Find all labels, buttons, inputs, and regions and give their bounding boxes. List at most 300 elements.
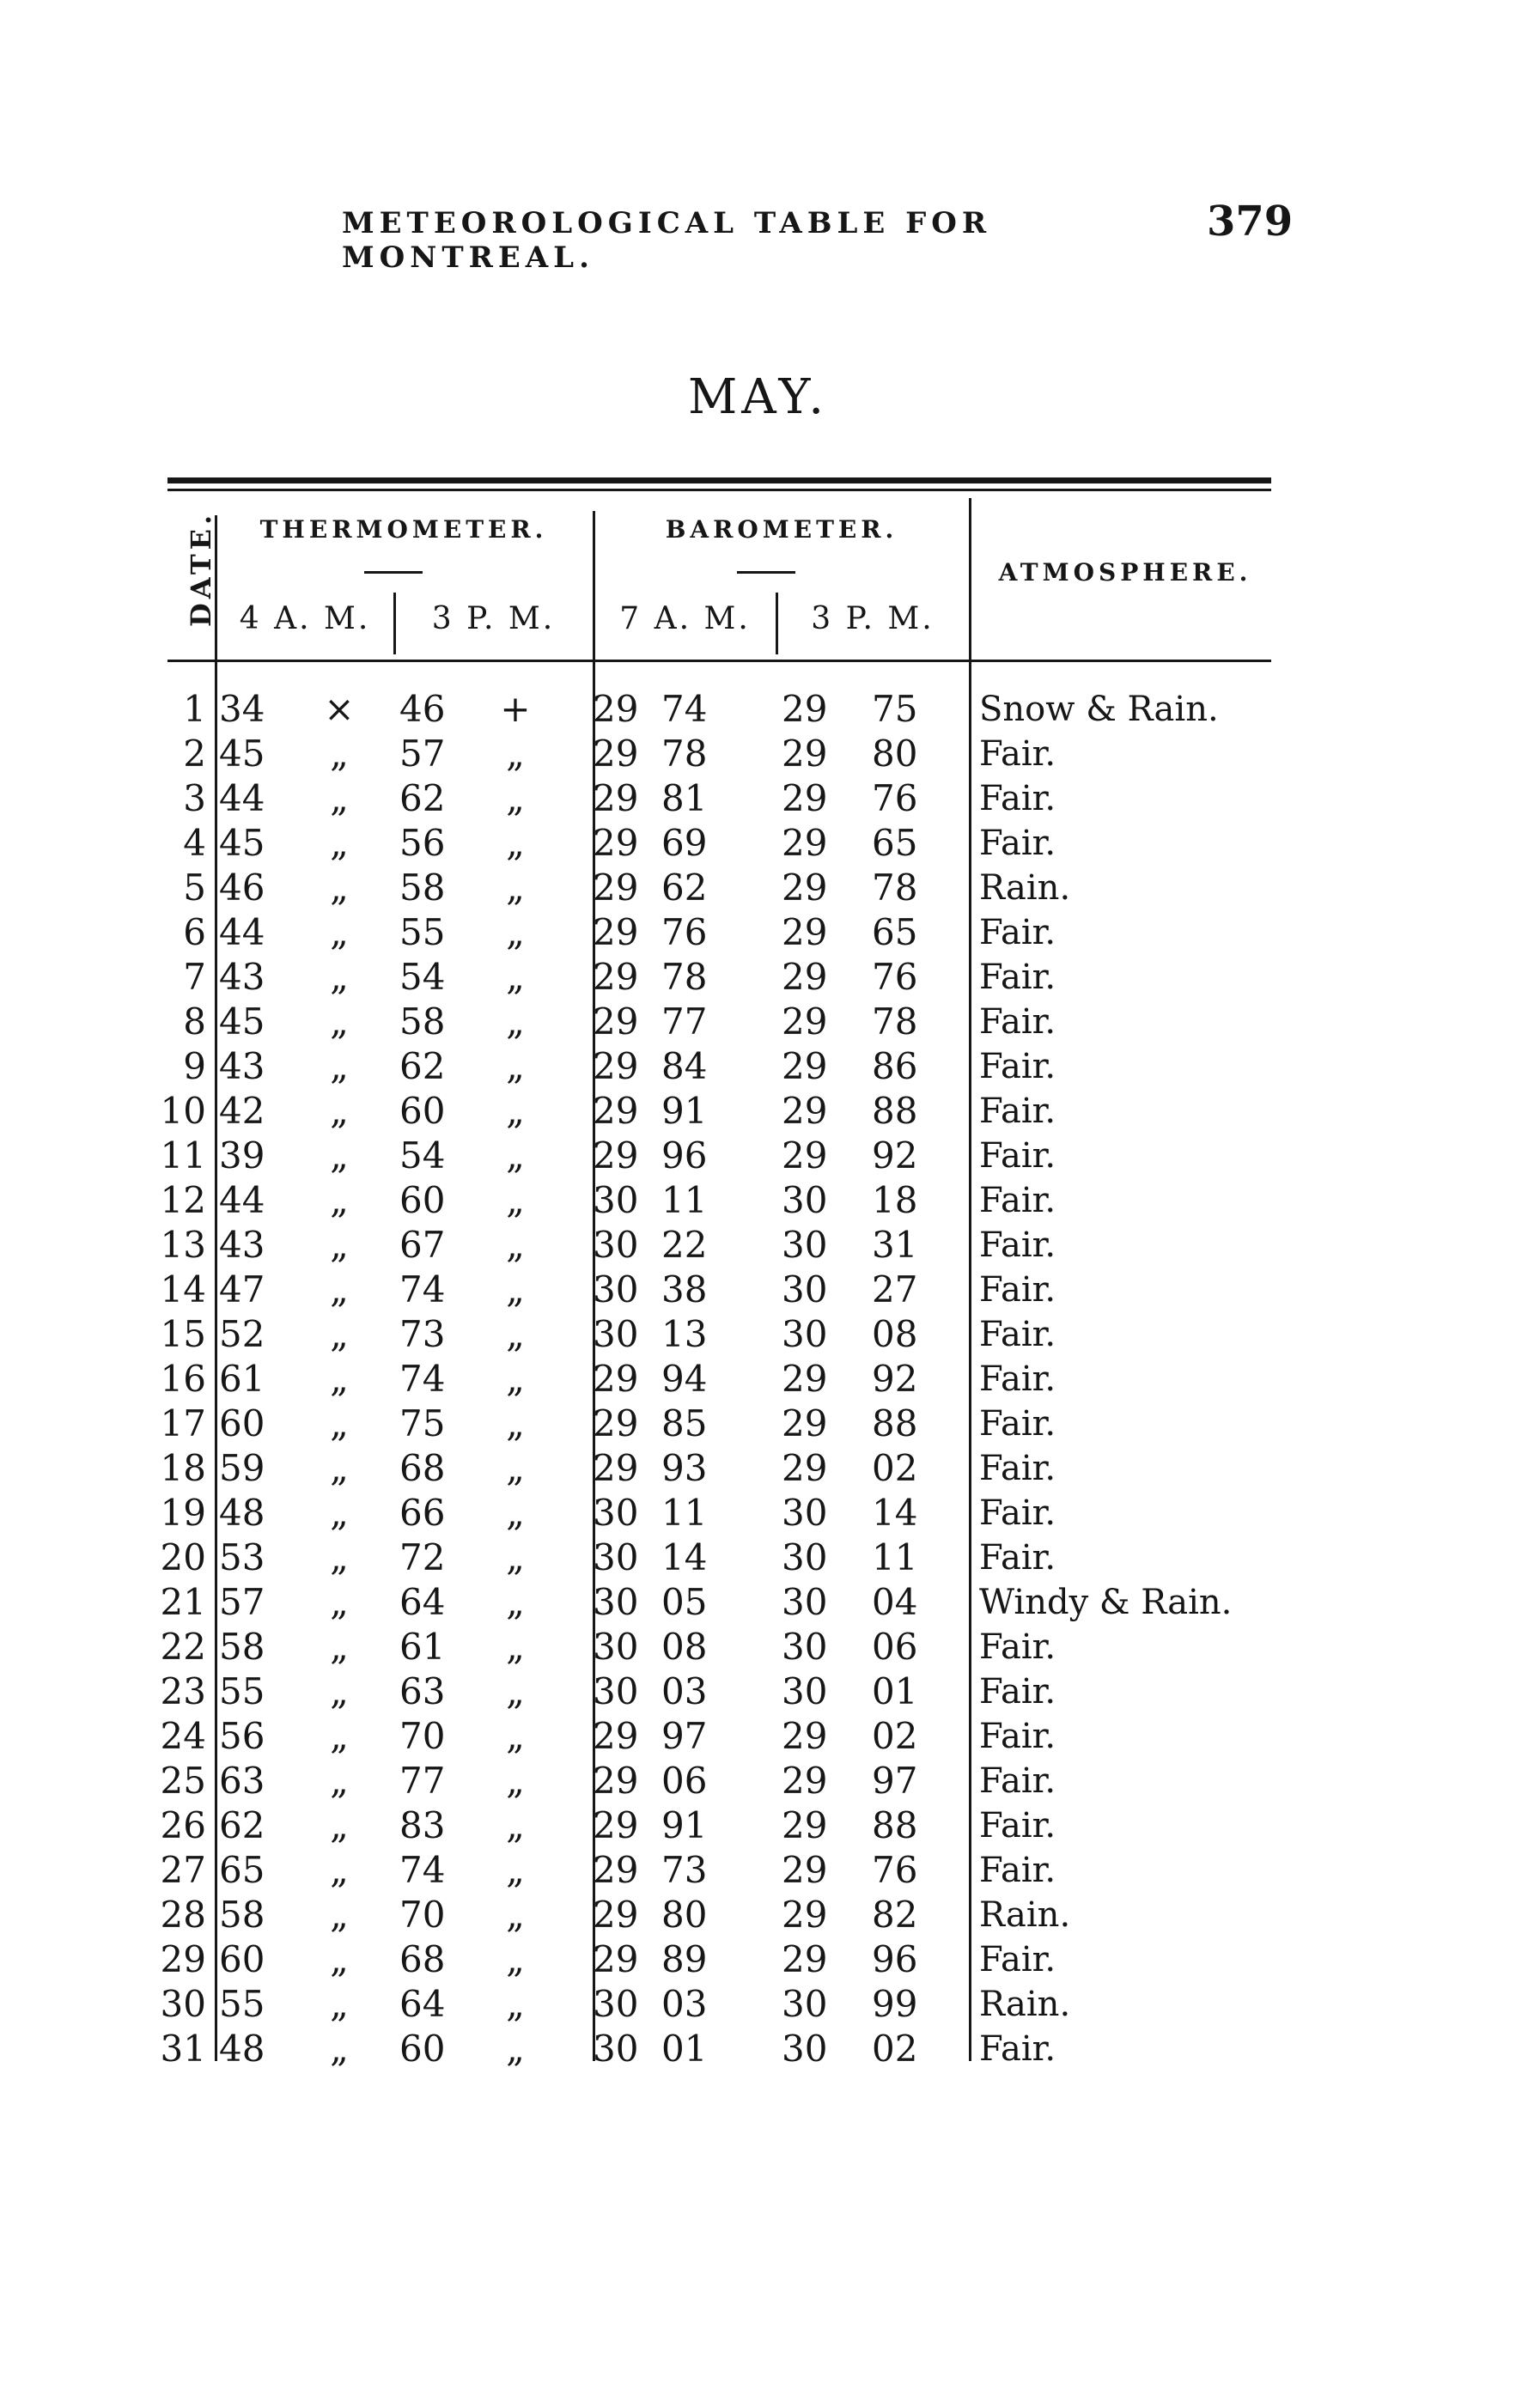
ditto-mark: + [500,688,531,730]
barometer-pm-hundredths-cell: 86 [872,1045,918,1087]
table-row [0,1759,1516,1803]
thermometer-pm-cell: 61 [399,1626,446,1668]
barometer-pm-hundredths-cell: 76 [872,777,918,819]
thermometer-am-cell: 46 [219,867,265,909]
barometer-pm-hundredths-cell: 82 [872,1894,918,1936]
thermometer-am-cell: 59 [219,1447,265,1489]
table-row [0,1134,1516,1178]
barometer-pm-header: 3 P. M. [811,601,935,636]
ditto-mark: „ [330,867,349,909]
date-cell: 4 [183,822,206,864]
barometer-pm-hundredths-cell: 18 [872,1179,918,1221]
thermometer-pm-cell: 56 [399,822,446,864]
barometer-am-inches-cell: 30 [593,1626,639,1668]
thermometer-pm-cell: 72 [399,1536,446,1578]
date-cell: 12 [160,1179,206,1221]
barometer-pm-inches-cell: 29 [782,1358,828,1400]
barometer-am-hundredths-cell: 85 [661,1402,708,1444]
barometer-pm-inches-cell: 30 [782,1492,828,1534]
date-cell: 27 [160,1849,206,1891]
date-cell: 22 [160,1626,206,1668]
barometer-pm-hundredths-cell: 08 [872,1313,918,1355]
ditto-mark: „ [506,1045,525,1087]
ditto-mark: „ [330,1626,349,1668]
barometer-am-hundredths-cell: 84 [661,1045,708,1087]
page-number: 379 [1207,198,1294,246]
date-cell: 1 [183,688,206,730]
date-cell: 3 [183,777,206,819]
barometer-pm-inches-cell: 30 [782,1581,828,1623]
ditto-mark: „ [330,1536,349,1578]
ditto-mark: „ [330,1000,349,1043]
table-body [0,687,1516,2071]
barometer-pm-inches-cell: 30 [782,1224,828,1266]
barometer-pm-hundredths-cell: 04 [872,1581,918,1623]
table-row [0,1178,1516,1223]
barometer-pm-inches-cell: 29 [782,733,828,775]
thermometer-am-cell: 39 [219,1134,265,1177]
barometer-am-inches-cell: 29 [593,1045,639,1087]
barometer-pm-inches-cell: 29 [782,777,828,819]
barometer-pm-inches-cell: 29 [782,911,828,953]
thermometer-pm-cell: 46 [399,688,446,730]
barometer-pm-hundredths-cell: 96 [872,1938,918,1980]
ditto-mark: „ [330,1358,349,1400]
table-top-rule [167,477,1271,483]
thermometer-am-cell: 48 [219,2028,265,2070]
barometer-pm-inches-cell: 29 [782,1938,828,1980]
barometer-pm-inches-cell: 29 [782,822,828,864]
thermometer-am-cell: 60 [219,1938,265,1980]
barometer-pm-inches-cell: 29 [782,1447,828,1489]
barometer-am-inches-cell: 30 [593,1224,639,1266]
thermometer-pm-cell: 70 [399,1715,446,1757]
thermometer-am-cell: 61 [219,1358,265,1400]
barometer-am-hundredths-cell: 13 [661,1313,708,1355]
thermometer-am-cell: 55 [219,1983,265,2025]
thermometer-pm-cell: 64 [399,1983,446,2025]
barometer-pm-hundredths-cell: 01 [872,1670,918,1712]
atmosphere-cell: Fair. [979,1761,1056,1801]
atmosphere-cell: Fair. [979,734,1056,774]
thermometer-pm-cell: 68 [399,1938,446,1980]
ditto-mark: „ [506,1715,525,1757]
thermometer-pm-cell: 67 [399,1224,446,1266]
date-cell: 29 [160,1938,206,1980]
barometer-am-inches-cell: 30 [593,1581,639,1623]
ditto-mark: „ [506,1402,525,1444]
thermometer-pm-cell: 74 [399,1268,446,1310]
ditto-mark: „ [330,1760,349,1802]
barometer-am-inches-cell: 29 [593,733,639,775]
table-row [0,866,1516,910]
date-cell: 13 [160,1224,206,1266]
barometer-am-hundredths-cell: 03 [661,1983,708,2025]
barometer-pm-hundredths-cell: 65 [872,911,918,953]
barometer-pm-inches-cell: 29 [782,1715,828,1757]
date-cell: 31 [160,2028,206,2070]
ditto-mark: „ [330,1224,349,1266]
ditto-mark: „ [330,1849,349,1891]
barometer-am-inches-cell: 29 [593,1000,639,1043]
barometer-pm-hundredths-cell: 92 [872,1134,918,1177]
thermometer-am-cell: 43 [219,956,265,998]
date-cell: 15 [160,1313,206,1355]
barometer-am-hundredths-cell: 01 [661,2028,708,2070]
barometer-pm-hundredths-cell: 92 [872,1358,918,1400]
barometer-am-hundredths-cell: 80 [661,1894,708,1936]
header-bottom-rule [167,660,1271,662]
thermometer-pm-cell: 73 [399,1313,446,1355]
thermometer-am-cell: 65 [219,1849,265,1891]
ditto-mark: „ [506,956,525,998]
barometer-pm-inches-cell: 30 [782,1983,828,2025]
date-cell: 2 [183,733,206,775]
thermometer-pm-cell: 57 [399,733,446,775]
date-cell: 30 [160,1983,206,2025]
thermometer-pm-cell: 62 [399,1045,446,1087]
barometer-pm-hundredths-cell: 76 [872,956,918,998]
barometer-pm-hundredths-cell: 06 [872,1626,918,1668]
atmosphere-cell: Fair. [979,1225,1056,1265]
ditto-mark: „ [330,1492,349,1534]
table-row [0,910,1516,955]
table-row [0,1893,1516,1937]
thermometer-am-cell: 43 [219,1224,265,1266]
ditto-mark: „ [506,1670,525,1712]
atmosphere-cell: Rain. [979,868,1071,908]
date-cell: 8 [183,1000,206,1043]
barometer-am-inches-cell: 30 [593,1492,639,1534]
ditto-mark: „ [330,1715,349,1757]
barometer-am-inches-cell: 29 [593,1402,639,1444]
date-cell: 14 [160,1268,206,1310]
barometer-pm-hundredths-cell: 11 [872,1536,918,1578]
barometer-pm-inches-cell: 30 [782,1268,828,1310]
ditto-mark: „ [506,911,525,953]
thermometer-am-cell: 48 [219,1492,265,1534]
thermometer-pm-cell: 62 [399,777,446,819]
barometer-am-hundredths-cell: 03 [661,1670,708,1712]
ditto-mark: „ [506,2028,525,2070]
thermometer-am-cell: 45 [219,1000,265,1043]
table-row [0,1000,1516,1044]
ditto-mark: „ [506,1000,525,1043]
barometer-pm-hundredths-cell: 65 [872,822,918,864]
atmosphere-cell: Fair. [979,1449,1056,1488]
barometer-header: BAROMETER. [665,515,898,544]
barometer-am-inches-cell: 29 [593,867,639,909]
barometer-pm-hundredths-cell: 88 [872,1804,918,1846]
table-row [0,776,1516,821]
date-cell: 7 [183,956,206,998]
barometer-am-hundredths-cell: 62 [661,867,708,909]
thermometer-am-cell: 53 [219,1536,265,1578]
thermometer-am-cell: 63 [219,1760,265,1802]
ditto-mark: „ [330,1313,349,1355]
thermometer-pm-cell: 64 [399,1581,446,1623]
thermometer-pm-cell: 66 [399,1492,446,1534]
ditto-mark: „ [506,1581,525,1623]
atmosphere-cell: Fair. [979,824,1056,863]
barometer-pm-inches-cell: 30 [782,1313,828,1355]
ditto-mark: „ [506,1090,525,1132]
barometer-am-hundredths-cell: 11 [661,1179,708,1221]
atmosphere-cell: Fair. [979,1851,1056,1890]
atmosphere-cell: Fair. [979,1717,1056,1756]
barometer-am-inches-cell: 30 [593,1268,639,1310]
table-row [0,2027,1516,2071]
table-row [0,687,1516,732]
date-cell: 19 [160,1492,206,1534]
barometer-pm-hundredths-cell: 31 [872,1224,918,1266]
ditto-mark: „ [330,2028,349,2070]
ditto-mark: „ [506,1179,525,1221]
ditto-mark: „ [506,733,525,775]
barometer-pm-inches-cell: 29 [782,1000,828,1043]
atmosphere-cell: Fair. [979,1092,1056,1131]
ditto-mark: „ [506,1760,525,1802]
thermometer-pm-cell: 77 [399,1760,446,1802]
table-row [0,1937,1516,1982]
thermometer-pm-cell: 60 [399,1179,446,1221]
date-cell: 23 [160,1670,206,1712]
barometer-am-inches-cell: 29 [593,1938,639,1980]
barometer-am-inches-cell: 29 [593,1849,639,1891]
thermometer-am-cell: 55 [219,1670,265,1712]
table-row [0,1044,1516,1089]
thermometer-am-cell: 62 [219,1804,265,1846]
table-row [0,1491,1516,1535]
barometer-am-hundredths-cell: 97 [661,1715,708,1757]
barometer-pm-hundredths-cell: 75 [872,688,918,730]
table-row [0,1268,1516,1312]
atmosphere-cell: Fair. [979,1181,1056,1220]
thermometer-pm-cell: 70 [399,1894,446,1936]
ditto-mark: „ [506,1983,525,2025]
date-cell: 20 [160,1536,206,1578]
month-title: MAY. [687,369,829,425]
atmosphere-cell: Fair. [979,1136,1056,1176]
thermometer-pm-cell: 60 [399,2028,446,2070]
barometer-am-inches-cell: 30 [593,1670,639,1712]
barometer-am-inches-cell: 29 [593,1134,639,1177]
barometer-pm-hundredths-cell: 02 [872,1447,918,1489]
date-cell: 10 [160,1090,206,1132]
table-row [0,732,1516,776]
ditto-mark: „ [506,1268,525,1310]
thermometer-am-cell: 44 [219,911,265,953]
table-row [0,1535,1516,1580]
barometer-pm-hundredths-cell: 76 [872,1849,918,1891]
barometer-pm-hundredths-cell: 88 [872,1090,918,1132]
thermometer-am-cell: 58 [219,1626,265,1668]
ditto-mark: „ [506,1313,525,1355]
ditto-mark: „ [330,1134,349,1177]
barometer-am-inches-cell: 29 [593,956,639,998]
atmosphere-cell: Fair. [979,1806,1056,1846]
barometer-am-hundredths-cell: 91 [661,1090,708,1132]
thermometer-short-rule [364,571,423,574]
barometer-am-inches-cell: 29 [593,1804,639,1846]
ditto-mark: „ [506,1804,525,1846]
barometer-am-inches-cell: 29 [593,911,639,953]
thermometer-pm-cell: 74 [399,1358,446,1400]
barometer-pm-inches-cell: 29 [782,1849,828,1891]
barometer-am-hundredths-cell: 76 [661,911,708,953]
barometer-pm-inches-cell: 29 [782,1045,828,1087]
barometer-am-hundredths-cell: 89 [661,1938,708,1980]
ditto-mark: „ [330,1090,349,1132]
table-row [0,1357,1516,1402]
ditto-mark: „ [330,1179,349,1221]
ditto-mark: „ [506,1492,525,1534]
barometer-am-hundredths-cell: 05 [661,1581,708,1623]
barometer-am-hundredths-cell: 22 [661,1224,708,1266]
thermometer-am-cell: 60 [219,1402,265,1444]
barometer-short-rule [737,571,795,574]
date-cell: 21 [160,1581,206,1623]
ditto-mark: „ [330,1045,349,1087]
table-row [0,821,1516,866]
ditto-mark: „ [506,1447,525,1489]
barometer-pm-hundredths-cell: 99 [872,1983,918,2025]
ditto-mark: „ [506,1938,525,1980]
barometer-am-hundredths-cell: 96 [661,1134,708,1177]
barometer-pm-hundredths-cell: 14 [872,1492,918,1534]
atmosphere-cell: Fair. [979,913,1056,952]
barometer-am-hundredths-cell: 93 [661,1447,708,1489]
barometer-pm-inches-cell: 29 [782,1760,828,1802]
ditto-mark: „ [506,1224,525,1266]
atmosphere-cell: Fair. [979,1270,1056,1310]
barometer-pm-hundredths-cell: 02 [872,1715,918,1757]
atmosphere-header: ATMOSPHERE. [998,558,1252,587]
barometer-pm-inches-cell: 30 [782,1179,828,1221]
ditto-mark: „ [330,1894,349,1936]
thermometer-am-cell: 57 [219,1581,265,1623]
barometer-am-inches-cell: 29 [593,1894,639,1936]
barometer-am-hundredths-cell: 77 [661,1000,708,1043]
barometer-pm-hundredths-cell: 80 [872,733,918,775]
date-cell: 9 [183,1045,206,1087]
barometer-pm-hundredths-cell: 02 [872,2028,918,2070]
barometer-am-header: 7 A. M. [619,601,751,636]
barometer-am-hundredths-cell: 94 [661,1358,708,1400]
barometer-am-inches-cell: 29 [593,1447,639,1489]
atmosphere-cell: Rain. [979,1895,1071,1935]
atmosphere-cell: Snow & Rain. [979,690,1219,729]
barometer-am-hundredths-cell: 08 [661,1626,708,1668]
thermometer-am-cell: 44 [219,1179,265,1221]
atmosphere-cell: Fair. [979,2029,1056,2069]
barometer-am-inches-cell: 29 [593,1715,639,1757]
thermometer-am-cell: 58 [219,1894,265,1936]
atmosphere-cell: Fair. [979,1627,1056,1667]
atmosphere-cell: Fair. [979,1404,1056,1444]
barometer-am-inches-cell: 29 [593,1358,639,1400]
ditto-mark: „ [506,777,525,819]
ditto-mark: „ [330,822,349,864]
atmosphere-cell: Fair. [979,779,1056,818]
barometer-am-inches-cell: 29 [593,822,639,864]
barometer-pm-inches-cell: 29 [782,1402,828,1444]
thermometer-pm-header: 3 P. M. [431,601,556,636]
barometer-pm-inches-cell: 29 [782,956,828,998]
thermometer-pm-cell: 83 [399,1804,446,1846]
barometer-am-inches-cell: 30 [593,1983,639,2025]
ditto-mark: „ [506,1358,525,1400]
ditto-mark: „ [506,1134,525,1177]
barometer-pm-hundredths-cell: 97 [872,1760,918,1802]
barometer-am-hundredths-cell: 38 [661,1268,708,1310]
table-row [0,1402,1516,1446]
atmosphere-cell: Windy & Rain. [979,1583,1233,1622]
date-cell: 18 [160,1447,206,1489]
thermometer-am-cell: 45 [219,822,265,864]
thermometer-pm-cell: 74 [399,1849,446,1891]
ditto-mark: „ [330,1402,349,1444]
ditto-mark: „ [330,1938,349,1980]
barometer-pm-hundredths-cell: 27 [872,1268,918,1310]
barometer-pm-inches-cell: 30 [782,2028,828,2070]
ditto-mark: „ [506,1894,525,1936]
ditto-mark: „ [506,1536,525,1578]
table-row [0,1625,1516,1669]
barometer-am-inches-cell: 29 [593,688,639,730]
date-cell: 6 [183,911,206,953]
barometer-am-inches-cell: 29 [593,1760,639,1802]
barometer-pm-inches-cell: 29 [782,1090,828,1132]
table-row [0,1848,1516,1893]
barometer-am-inches-cell: 30 [593,2028,639,2070]
ditto-mark: „ [506,822,525,864]
thermometer-pm-cell: 63 [399,1670,446,1712]
thermometer-am-cell: 56 [219,1715,265,1757]
ditto-mark: „ [330,733,349,775]
barometer-am-hundredths-cell: 69 [661,822,708,864]
date-cell: 26 [160,1804,206,1846]
table-row [0,1446,1516,1491]
atmosphere-cell: Fair. [979,1047,1056,1086]
table-row [0,1312,1516,1357]
table-row [0,1580,1516,1625]
barometer-pm-inches-cell: 29 [782,1894,828,1936]
atmosphere-cell: Fair. [979,1538,1056,1578]
ditto-mark: „ [330,777,349,819]
date-cell: 16 [160,1358,206,1400]
barometer-pm-hundredths-cell: 88 [872,1402,918,1444]
date-cell: 17 [160,1402,206,1444]
table-row [0,1714,1516,1759]
barometer-pm-hundredths-cell: 78 [872,1000,918,1043]
ditto-mark: „ [330,956,349,998]
ditto-mark: „ [330,1670,349,1712]
barometer-am-hundredths-cell: 74 [661,688,708,730]
thermometer-pm-cell: 60 [399,1090,446,1132]
thermometer-pm-cell: 68 [399,1447,446,1489]
thermometer-am-cell: 44 [219,777,265,819]
thermometer-am-cell: 47 [219,1268,265,1310]
table-row [0,1223,1516,1268]
table-top-rule-thin [167,489,1271,491]
barometer-am-hundredths-cell: 91 [661,1804,708,1846]
thermometer-am-cell: 52 [219,1313,265,1355]
thermometer-pm-cell: 54 [399,1134,446,1177]
atmosphere-cell: Fair. [979,958,1056,997]
barometer-am-hundredths-cell: 73 [661,1849,708,1891]
table-row [0,1669,1516,1714]
